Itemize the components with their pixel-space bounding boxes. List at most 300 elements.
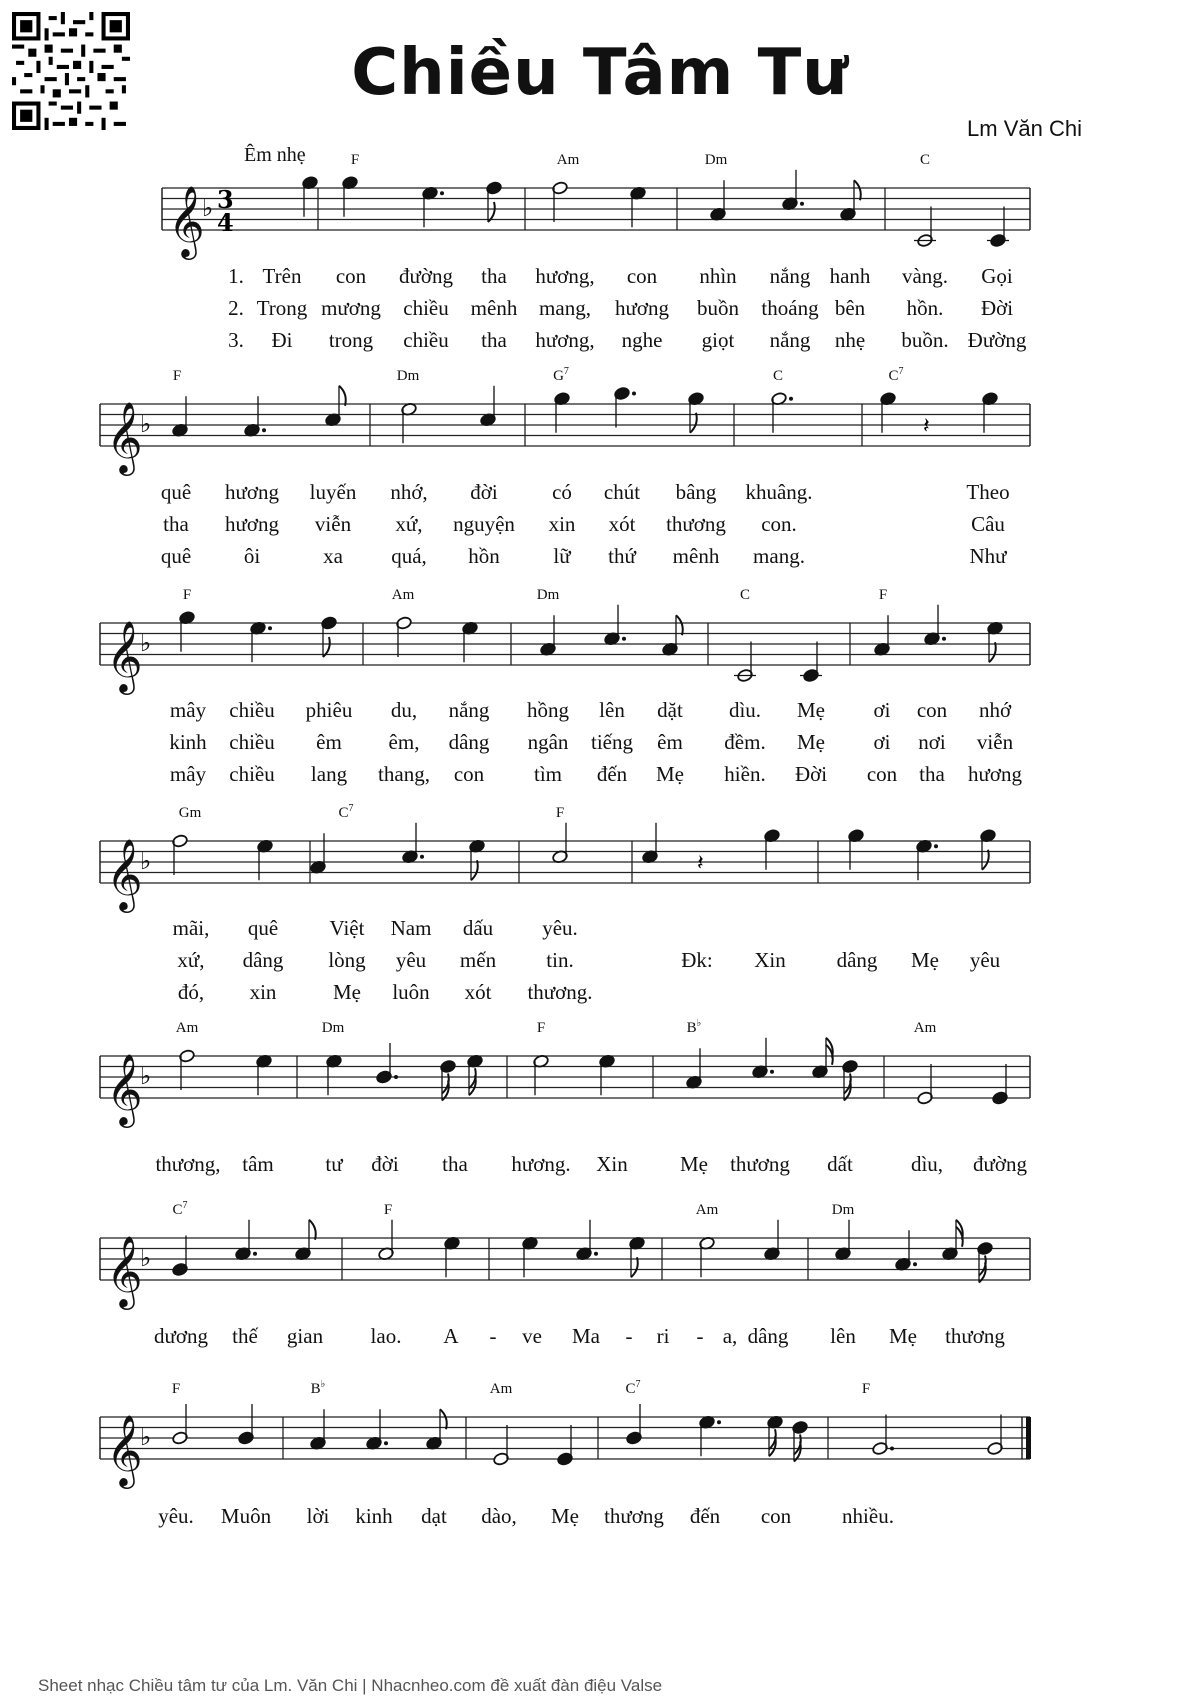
note [614, 386, 636, 427]
lyric-syllable: Mẹ [889, 1324, 917, 1348]
note [172, 1236, 189, 1277]
chord-symbol [311, 1379, 326, 1398]
note [256, 1054, 273, 1095]
note [179, 611, 196, 652]
note [321, 616, 338, 657]
lyric-syllable: bâng [675, 480, 717, 504]
note [688, 392, 705, 433]
lyric-syllable: yêu [969, 948, 1001, 972]
note [710, 180, 727, 221]
note [238, 1404, 255, 1445]
lyric-syllable: xót [608, 512, 636, 536]
note [533, 1054, 550, 1095]
note [942, 1220, 963, 1261]
note [987, 1415, 1004, 1456]
lyric-syllable: thứ [608, 544, 636, 568]
note [642, 823, 659, 864]
lyric-syllable: kinh [169, 730, 207, 754]
chord-symbol [556, 803, 564, 822]
lyric-syllable: đềm. [724, 730, 766, 754]
lyric-syllable: Trong [256, 296, 308, 320]
lyric-syllable: Mẹ [656, 762, 684, 786]
lyric-syllable: nắng [769, 328, 811, 352]
lyric-syllable: chiều [229, 698, 275, 722]
key-signature-flat-icon: ♭ [140, 1062, 152, 1090]
lyric-syllable: Xin [596, 1152, 628, 1176]
chord-symbol [537, 1018, 545, 1037]
lyric-syllable: nhẹ [834, 328, 866, 352]
treble-clef-icon: 𝄞 [106, 1052, 143, 1125]
chord-root: C [919, 152, 931, 168]
lyric-syllable: tha [163, 512, 189, 536]
lyric-syllable: đó, [177, 980, 205, 1004]
note [172, 396, 189, 437]
note [402, 823, 424, 864]
lyric-syllable: dâng [747, 1324, 789, 1348]
svg-text:𝄽: 𝄽 [697, 851, 704, 876]
lyric-syllable: mương [321, 296, 381, 320]
lyric-verse-3 [0, 544, 1200, 570]
lyric-syllable: dìu, [910, 1152, 944, 1176]
chord-symbol [172, 1200, 187, 1219]
lyric-syllable: hương [225, 512, 279, 536]
lyric-syllable: con [916, 698, 948, 722]
chord-extension: 7 [182, 1200, 188, 1211]
note [982, 392, 999, 433]
lyric-syllable: yêu [395, 948, 427, 972]
lyric-syllable: Mẹ [680, 1152, 708, 1176]
chord-root: F [861, 1381, 871, 1397]
chord-root: Dm [321, 1020, 345, 1036]
note [235, 1220, 257, 1261]
lyric-syllable: quê [160, 544, 192, 568]
lyric-syllable: tin. [546, 948, 574, 972]
lyric-syllable: Trên [262, 264, 302, 288]
lyric-syllable: bên [834, 296, 866, 320]
chord-symbol [557, 150, 580, 169]
lyric-syllable: thương [604, 1504, 664, 1528]
chord-extension: ♭ [696, 1018, 702, 1029]
lyric-syllable: hồn. [906, 296, 944, 320]
lyric-syllable: thương. [527, 980, 593, 1004]
chord-symbol [179, 803, 202, 822]
note [699, 1236, 716, 1277]
note [540, 615, 557, 656]
lyric-syllable: nhớ, [390, 480, 428, 504]
note [626, 1404, 643, 1445]
treble-clef-icon: 𝄞 [106, 1413, 143, 1486]
lyric-verse-2 [0, 512, 1200, 538]
lyric-syllable: dất [827, 1152, 853, 1176]
chord-symbol [705, 150, 728, 169]
lyric-syllable: - [489, 1324, 497, 1348]
chord-symbol [392, 585, 415, 604]
note [378, 1220, 395, 1261]
chord-symbol [183, 585, 191, 604]
note [557, 1425, 574, 1466]
chord-symbol [553, 366, 569, 385]
lyric-syllable: mênh [672, 544, 720, 568]
note [880, 392, 897, 433]
lyric-syllable: Việt [329, 916, 365, 940]
chord-root: C [338, 805, 349, 821]
lyric-syllable: dặt [657, 698, 683, 722]
note [257, 839, 274, 880]
lyric-syllable: đời [371, 1152, 399, 1176]
staff [0, 583, 1200, 713]
lyric-syllable: thang, [378, 762, 430, 786]
lyric-syllable: chiều [229, 730, 275, 754]
lyric-syllable: Như [969, 544, 1007, 568]
lyric-syllable: Mẹ [911, 948, 939, 972]
chord-root: Am [556, 152, 580, 168]
note [686, 1048, 703, 1089]
lyric-syllable: Mẹ [797, 698, 825, 722]
note [604, 605, 626, 646]
lyric-syllable: con [626, 264, 658, 288]
lyric-syllable: nhìn [699, 264, 737, 288]
note [992, 1064, 1009, 1105]
lyric-verse-3 [0, 980, 1200, 1006]
chord-root: Am [489, 1381, 513, 1397]
lyric-syllable: hương [225, 480, 279, 504]
chord-root: F [878, 587, 888, 603]
lyric-syllable: ơi [873, 730, 891, 754]
chord-symbol [773, 366, 783, 385]
lyric-syllable: tha [481, 328, 507, 352]
lyric-syllable: lữ [553, 544, 571, 568]
note [812, 1038, 833, 1079]
note [467, 1054, 484, 1095]
chord-symbol [172, 1379, 180, 1398]
lyric-syllable: khuâng. [745, 480, 813, 504]
lyric-syllable: êm, [388, 730, 420, 754]
lyric-syllable: mang. [753, 544, 805, 568]
lyric-syllable: êm [316, 730, 342, 754]
note [486, 181, 503, 222]
lyric-syllable: Theo [966, 480, 1010, 504]
note [872, 1415, 894, 1456]
lyric-syllable: - [625, 1324, 633, 1348]
lyric-syllable: Đk: [681, 948, 713, 972]
lyric-syllable: quá, [391, 544, 427, 568]
lyric-syllable: hanh [829, 264, 871, 288]
note [699, 1415, 721, 1456]
lyric-syllable: Câu [971, 512, 1005, 536]
lyric-syllable: dâng [242, 948, 284, 972]
lyric-syllable: xin [249, 980, 277, 1004]
note [840, 180, 861, 221]
lyric-syllable: yêu. [542, 916, 578, 940]
lyric-syllable: thoáng [761, 296, 819, 320]
chord-root: Dm [396, 368, 420, 384]
lyric-syllable: hương. [511, 1152, 571, 1176]
lyric-verse-3 [0, 328, 1200, 354]
lyric-verse-1 [0, 264, 1200, 290]
treble-clef-icon: 𝄞 [168, 184, 205, 257]
lyric-syllable: Đường [967, 328, 1027, 352]
key-signature-flat-icon: ♭ [202, 194, 214, 222]
chord-root: Am [695, 1202, 719, 1218]
note [987, 207, 1009, 248]
note [987, 621, 1004, 662]
chord-symbol [740, 585, 750, 604]
lyric-syllable: Mẹ [797, 730, 825, 754]
chord-symbol [696, 1200, 719, 1219]
note [310, 1409, 327, 1450]
lyric-syllable: mãi, [172, 916, 210, 940]
lyric-syllable: 2. [228, 296, 244, 320]
lyric-syllable: ri [656, 1324, 670, 1348]
chord-root: Gm [178, 805, 202, 821]
chord-symbol [537, 585, 560, 604]
lyric-syllable: con. [761, 512, 797, 536]
chord-root: F [555, 805, 565, 821]
lyric-syllable: tâm [242, 1152, 274, 1176]
rest [697, 851, 704, 876]
chord-root: F [171, 1381, 181, 1397]
chord-root: Dm [536, 587, 560, 603]
note [396, 616, 413, 657]
lyric-syllable: hương [968, 762, 1022, 786]
lyric-syllable: tìm [533, 762, 563, 786]
treble-clef-icon: 𝄞 [106, 837, 143, 910]
note [326, 1054, 343, 1095]
chord-root: C [888, 368, 899, 384]
lyric-syllable: tha [481, 264, 507, 288]
note [630, 186, 647, 227]
lyric-syllable: nơi [918, 730, 946, 754]
note [325, 386, 346, 427]
key-signature-flat-icon: ♭ [140, 1423, 152, 1451]
chord-root: F [172, 368, 182, 384]
chord-root: F [182, 587, 192, 603]
chord-root: C [172, 1202, 183, 1218]
note [310, 833, 327, 874]
lyric-syllable: mây [169, 762, 207, 786]
note [895, 1230, 917, 1271]
chord-root: G [553, 368, 564, 384]
lyric-syllable: nhiều. [842, 1504, 894, 1528]
chord-root: F [383, 1202, 393, 1218]
lyric-syllable: nguyện [453, 512, 515, 536]
lyric-syllable: du, [390, 698, 418, 722]
lyric-syllable: đường [973, 1152, 1027, 1176]
lyric-syllable: trong [328, 328, 374, 352]
lyric-syllable: Muôn [220, 1504, 272, 1528]
lyric-syllable: Gọi [981, 264, 1013, 288]
staff [0, 148, 1200, 278]
lyric-syllable: - [696, 1324, 704, 1348]
lyric-syllable: con [760, 1504, 792, 1528]
time-signature-top: 3 [217, 185, 234, 214]
note [376, 1043, 398, 1084]
tempo-marking: Êm nhẹ [244, 144, 306, 166]
note [172, 834, 189, 875]
note [426, 1409, 447, 1450]
chord-root: B [686, 1020, 697, 1036]
lyric-syllable: chiều [229, 762, 275, 786]
note [752, 1038, 774, 1079]
lyric-verse-2 [0, 296, 1200, 322]
chord-root: F [350, 152, 360, 168]
note [480, 386, 497, 427]
lyric-syllable: dạt [421, 1504, 447, 1528]
chord-extension: 7 [635, 1379, 641, 1390]
note [848, 829, 865, 870]
lyric-syllable: thương [666, 512, 726, 536]
note [172, 1404, 189, 1445]
note [244, 396, 266, 437]
lyric-syllable: dâng [448, 730, 490, 754]
lyric-syllable: 3. [228, 328, 244, 352]
lyric-syllable: dìu. [728, 698, 762, 722]
lyric-verse-3 [0, 762, 1200, 788]
lyric-syllable: Đi [271, 328, 293, 352]
lyric-syllable: hương, [535, 328, 595, 352]
note [629, 1236, 646, 1277]
note [295, 1220, 316, 1261]
treble-clef-icon: 𝄞 [106, 619, 143, 692]
lyric-syllable: tha [442, 1152, 468, 1176]
lyric-syllable: Ma [572, 1324, 600, 1348]
chord-symbol [490, 1379, 513, 1398]
lyric-syllable: gian [286, 1324, 324, 1348]
lyric-syllable: tha [919, 762, 945, 786]
lyric-verse-1 [0, 698, 1200, 724]
note [493, 1425, 510, 1466]
note [250, 621, 272, 662]
key-signature-flat-icon: ♭ [140, 847, 152, 875]
note [599, 1054, 616, 1095]
chord-extension: 7 [898, 366, 904, 377]
lyric-syllable: 1. [228, 264, 244, 288]
note [302, 176, 319, 217]
lyric-syllable: xa [323, 544, 343, 568]
lyric-syllable: Xin [754, 948, 786, 972]
lyric-syllable: Mẹ [551, 1504, 579, 1528]
footer-caption: Sheet nhạc Chiều tâm tư của Lm. Văn Chi | Nhacnheo.com đề xuất đàn điệu Valse [38, 1676, 663, 1695]
lyric-syllable: mang, [539, 296, 591, 320]
note [914, 207, 936, 248]
lyric-syllable: thương, [155, 1152, 221, 1176]
note [576, 1220, 598, 1261]
lyric-syllable: xứ, [177, 948, 205, 972]
key-signature-flat-icon: ♭ [140, 629, 152, 657]
lyric-syllable: dâng [836, 948, 878, 972]
chord-root: Dm [704, 152, 728, 168]
note [522, 1236, 539, 1277]
note [462, 621, 479, 662]
chord-symbol [832, 1200, 855, 1219]
chord-symbol [322, 1018, 345, 1037]
lyric-verse-2 [0, 948, 1200, 974]
lyric-syllable: chiều [403, 296, 449, 320]
lyric-syllable: mây [169, 698, 207, 722]
key-signature-flat-icon: ♭ [140, 410, 152, 438]
lyric-syllable: kinh [355, 1504, 393, 1528]
lyric-syllable: thương [730, 1152, 790, 1176]
lyric-syllable: buồn. [901, 328, 949, 352]
lyric-syllable: đường [399, 264, 453, 288]
lyric-syllable: lao. [370, 1324, 402, 1348]
chord-symbol [176, 1018, 199, 1037]
treble-clef-icon: 𝄞 [106, 1234, 143, 1307]
chord-root: C [739, 587, 751, 603]
lyric-syllable: xứ, [395, 512, 423, 536]
lyric-syllable: yêu. [158, 1504, 194, 1528]
lyric-syllable: con [453, 762, 485, 786]
lyric-syllable: nghe [621, 328, 663, 352]
chord-symbol [625, 1379, 640, 1398]
lyric-syllable: mênh [470, 296, 518, 320]
note [764, 1220, 781, 1261]
note [767, 1415, 784, 1456]
song-title: Chiều Tâm Tư [351, 36, 849, 110]
lyric-verse-2 [0, 730, 1200, 756]
lyric-syllable: vàng. [901, 264, 949, 288]
lyric-syllable: hương [615, 296, 669, 320]
lyric-verse-1 [0, 1324, 1200, 1350]
chord-root: B [310, 1381, 321, 1397]
lyric-syllable: lên [830, 1324, 856, 1348]
note [980, 829, 997, 870]
lyric-syllable: mến [459, 948, 497, 972]
note [342, 176, 359, 217]
lyric-verse-1 [0, 480, 1200, 506]
treble-clef-icon: 𝄞 [106, 400, 143, 473]
chord-symbol [687, 1018, 702, 1037]
chord-root: F [536, 1020, 546, 1036]
lyric-syllable: giọt [701, 328, 735, 352]
time-signature-bottom: 4 [217, 208, 234, 237]
chord-symbol [888, 366, 903, 385]
lyric-syllable: viễn [314, 512, 352, 536]
lyric-verse-1 [0, 1152, 1200, 1178]
chord-symbol [173, 366, 181, 385]
lyric-syllable: hương, [535, 264, 595, 288]
lyric-syllable: lang [310, 762, 348, 786]
note [917, 1064, 934, 1105]
note [440, 1059, 457, 1100]
lyric-syllable: lời [306, 1504, 330, 1528]
lyric-syllable: quê [160, 480, 192, 504]
note [734, 642, 756, 683]
lyric-syllable: chiều [403, 328, 449, 352]
lyric-syllable: lên [599, 698, 625, 722]
lyric-syllable: nắng [769, 264, 811, 288]
note [366, 1409, 388, 1450]
key-signature-flat-icon: ♭ [140, 1244, 152, 1272]
lyric-verse-1 [0, 916, 1200, 942]
chord-symbol [862, 1379, 870, 1398]
note [552, 823, 569, 864]
note [444, 1236, 461, 1277]
lyric-syllable: ôi [243, 544, 261, 568]
note [552, 181, 569, 222]
chord-symbol [351, 150, 359, 169]
lyric-syllable: đời [470, 480, 498, 504]
lyric-syllable: xót [464, 980, 492, 1004]
chord-extension: 7 [563, 366, 569, 377]
note [835, 1220, 852, 1261]
lyric-syllable: a, [722, 1324, 738, 1348]
lyric-syllable: đến [689, 1504, 721, 1528]
note [924, 605, 946, 646]
lyric-syllable: đến [596, 762, 628, 786]
lyric-verse-1 [0, 1504, 1200, 1530]
chord-extension: 7 [348, 803, 354, 814]
